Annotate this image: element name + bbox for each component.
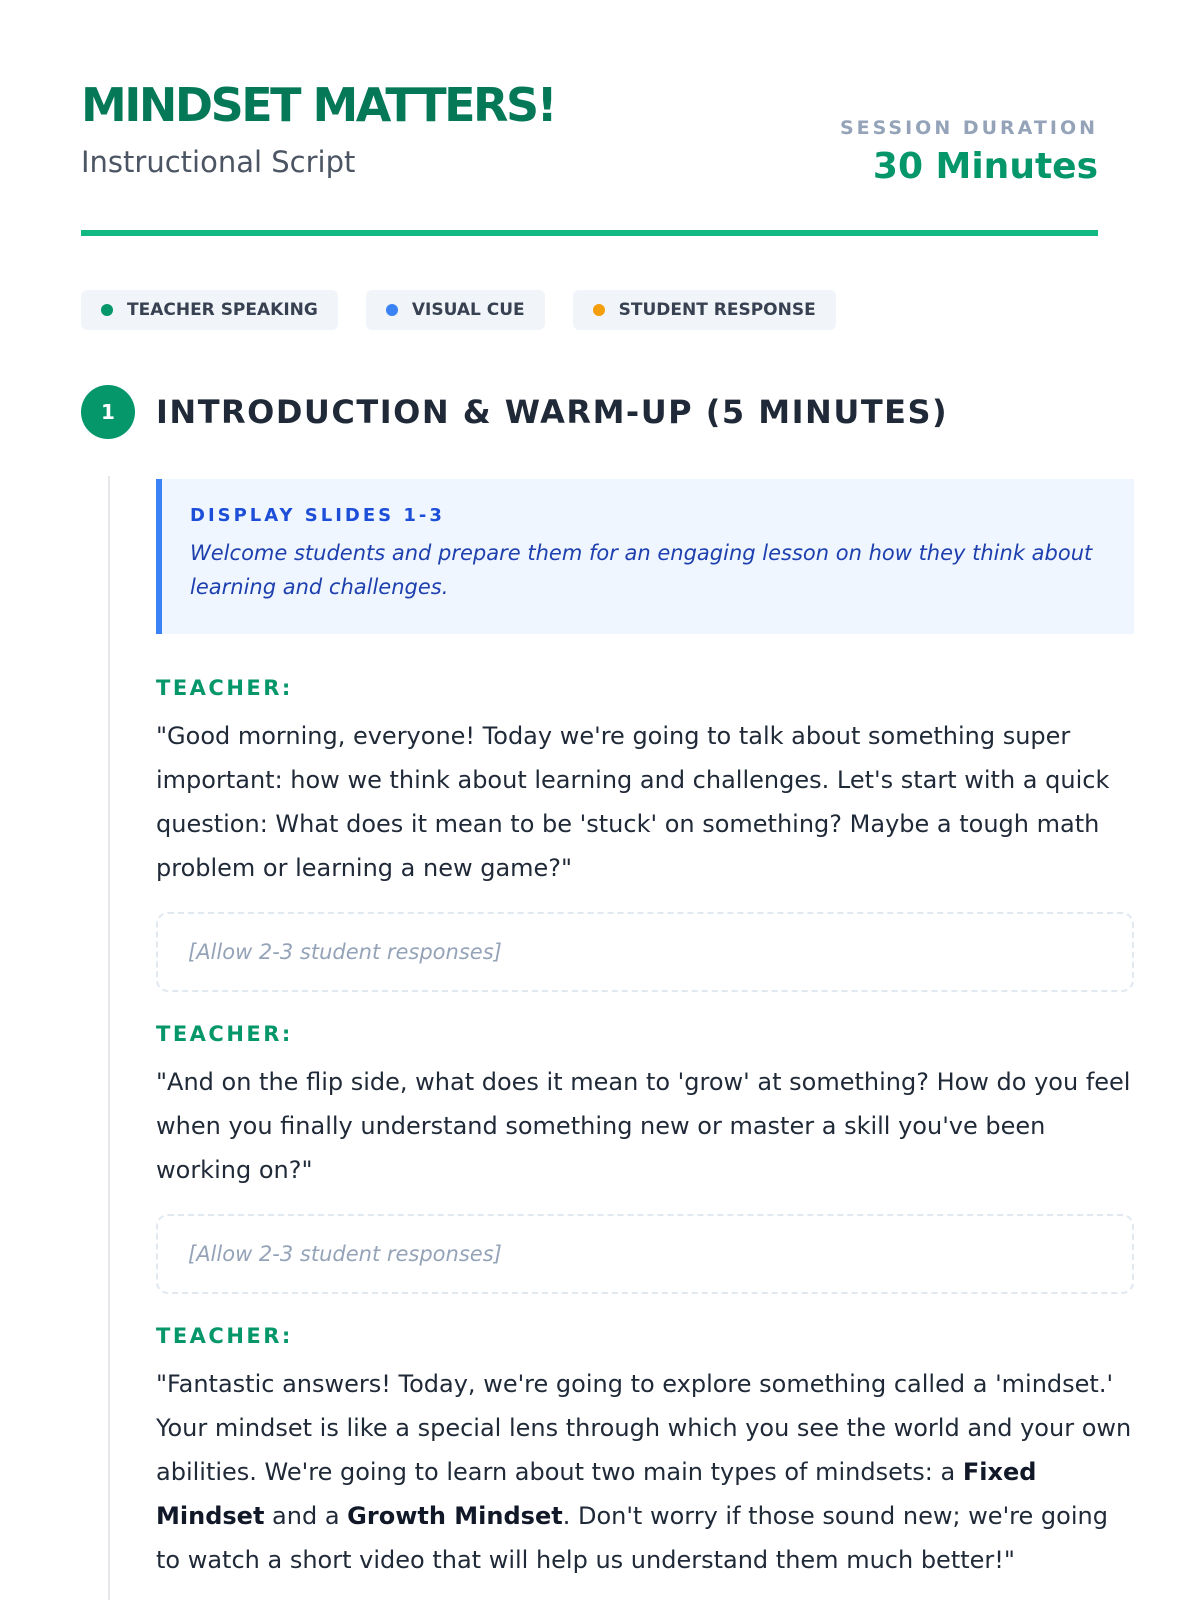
legend-label: VISUAL CUE (411, 300, 525, 320)
page-header (81, 0, 1098, 236)
section-header (81, 385, 948, 439)
page-subtitle: Instructional Script (81, 145, 356, 179)
section-number-badge: 1 (81, 385, 135, 439)
orange-dot-icon (593, 304, 605, 316)
section-content (156, 479, 1134, 1582)
blue-dot-icon (386, 304, 398, 316)
speaker-label: TEACHER: (156, 676, 293, 700)
legend-label: STUDENT RESPONSE (618, 300, 816, 320)
legend-visual-cue (366, 290, 545, 330)
speech-text: . Don't worry if those sound new; we're going to watch a short video that will help us understand them much better!" (156, 1502, 1108, 1574)
teacher-block (156, 676, 1134, 890)
page-title: MINDSET MATTERS! (81, 78, 556, 132)
speech-text: and a (264, 1502, 348, 1530)
teacher-speech (156, 1362, 1134, 1582)
legend-student-response (573, 290, 836, 330)
legend-teacher-speaking (81, 290, 338, 330)
teacher-block (156, 1324, 1134, 1582)
teacher-block (156, 1022, 1134, 1192)
visual-cue-title: DISPLAY SLIDES 1-3 (190, 505, 445, 526)
speech-text: "Fantastic answers! Today, we're going to explore something called a 'mindset.' Your mindset is like a special lens through which you see the world and your own abilities. We're going to learn about two main types of mindsets: a (156, 1370, 1132, 1486)
session-duration-label: SESSION DURATION (839, 117, 1098, 139)
student-response-box: [Allow 2-3 student responses] (156, 1214, 1134, 1294)
green-dot-icon (101, 304, 113, 316)
speaker-label: TEACHER: (156, 1324, 293, 1348)
growth-mindset-term: Growth Mindset (347, 1502, 563, 1530)
visual-cue-text: Welcome students and prepare them for an engaging lesson on how they think about learning and challenges. (190, 541, 1093, 599)
legend (81, 290, 836, 330)
teacher-speech: "Good morning, everyone! Today we're going to talk about something super important: how we think about learning and challenges. Let's start with a quick question: What does it mean to be 'stuck' on something? Maybe a tough math problem or learning a new game?" (156, 722, 1110, 882)
fixed-mindset-term: Fixed Mindset (156, 1458, 1037, 1530)
student-response-box: [Allow 2-3 student responses] (156, 912, 1134, 992)
timeline-divider (108, 476, 110, 1600)
legend-label: TEACHER SPEAKING (127, 300, 318, 320)
section-title: INTRODUCTION & WARM-UP (5 MINUTES) (156, 393, 949, 431)
speaker-label: TEACHER: (156, 1022, 293, 1046)
teacher-speech: "And on the flip side, what does it mean to 'grow' at something? How do you feel when you finally understand something new or master a skill you've been working on?" (156, 1068, 1131, 1184)
session-duration-value: 30 Minutes (872, 146, 1098, 187)
visual-cue-box (156, 479, 1134, 634)
